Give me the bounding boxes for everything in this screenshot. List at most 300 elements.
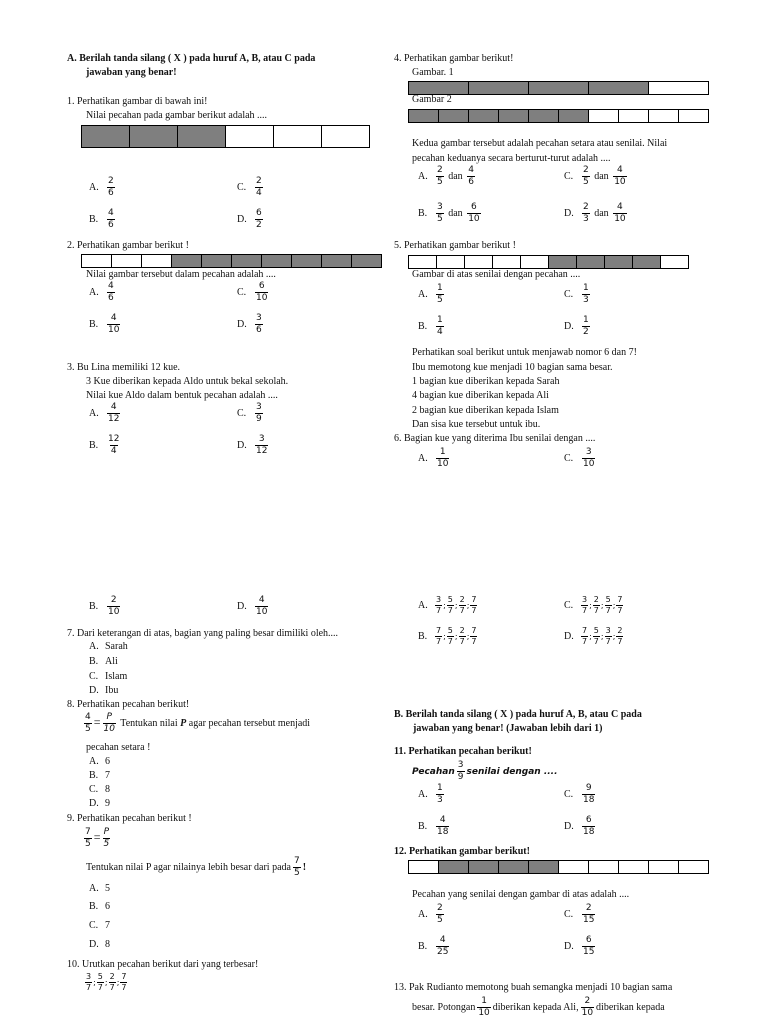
fraction (255, 595, 268, 618)
fraction-denominator: 6 (108, 188, 114, 198)
shaded-cell (439, 109, 469, 123)
fraction-numerator: 4 (110, 402, 117, 412)
fraction-numerator: 4 (258, 595, 265, 605)
fraction-denominator: 7 (436, 637, 442, 646)
fraction-numerator: 2 (437, 903, 443, 913)
shaded-cell (292, 254, 322, 268)
q4-text-1: Kedua gambar tersebut adalah pecahan setara atau senilai. Nilai (412, 138, 668, 149)
fraction (605, 626, 612, 647)
q5-text: Gambar di atas senilai dengan pecahan .... (412, 269, 581, 280)
empty-cell (274, 125, 322, 148)
q7-option-c[interactable]: C. Islam (89, 671, 128, 682)
empty-cell (465, 255, 493, 269)
shaded-cell (529, 860, 559, 874)
q11-option-b[interactable]: B. $\frac{4}{18}$ (418, 815, 449, 837)
fraction-numerator: 6 (471, 202, 477, 212)
empty-cell (322, 125, 370, 148)
separator: ; (600, 601, 604, 610)
fraction (436, 447, 449, 470)
fraction (436, 935, 449, 958)
fraction-numerator: 3 (256, 313, 262, 323)
separator: ; (454, 632, 458, 641)
q8-option-c[interactable]: C. 8 (89, 784, 110, 795)
fraction-denominator: 7 (121, 983, 127, 992)
fraction-denominator: 15 (583, 947, 595, 957)
q1-option-a[interactable]: A. $\frac{2}{6}$ (89, 176, 114, 198)
fraction (436, 165, 444, 188)
fraction-denominator: 10 (468, 214, 480, 224)
shaded-cell (589, 81, 649, 95)
fraction-denominator: 7 (593, 637, 599, 646)
q6-option-a[interactable]: A. $\frac{1}{10}$ (418, 447, 449, 469)
empty-cell (226, 125, 274, 148)
separator: ; (612, 632, 616, 641)
fraction-numerator: 4 (439, 815, 446, 825)
fraction-denominator: 9 (457, 772, 464, 782)
q8-equation-line: $\frac{4}{5}$ = $\frac{P}{10}$ Tentukan nilai P agar pecahan tersebut menjadi (85, 712, 311, 734)
fraction-numerator: 3 (437, 202, 443, 212)
intro-67-line4: 4 bagian kue diberikan kepada Ali (412, 390, 549, 401)
q4-option-d[interactable]: D. $\frac{2}{3}$ dan $\frac{4}{10}$ (564, 202, 626, 224)
q4-option-a[interactable]: A. $\frac{2}{5}$ dan $\frac{4}{6}$ (418, 165, 474, 187)
fraction-denominator: 10 (581, 1008, 594, 1018)
fraction-numerator: 2 (617, 626, 623, 635)
fraction-denominator: 5 (437, 915, 443, 925)
q8-fraction-left (84, 712, 92, 735)
fraction (605, 595, 612, 616)
fraction (582, 447, 595, 470)
fraction-numerator: 5 (593, 626, 599, 635)
fraction (120, 972, 127, 993)
fraction-numerator: 1 (437, 315, 443, 325)
fraction (467, 165, 475, 188)
shaded-cell (559, 109, 589, 123)
section-b-title-line1: B. Berilah tanda silang ( X ) pada huruf A, B, atau C pada (394, 709, 642, 720)
fraction (435, 595, 442, 616)
shaded-cell (549, 255, 577, 269)
q7-prompt: 7. Dari keterangan di atas, bagian yang paling besar dimiliki oleh.... (67, 628, 339, 639)
fraction-numerator: 3 (605, 626, 611, 635)
fraction-denominator: 7 (582, 606, 588, 615)
shaded-cell (322, 254, 352, 268)
fraction-denominator: 25 (437, 947, 449, 957)
q13-text: besar. Potongan $\frac{1}{10}$ diberikan kepada Ali, $\frac{2}{10}$ diberikan kepada (412, 996, 665, 1018)
fraction (470, 626, 477, 647)
fraction (582, 283, 590, 306)
fraction (436, 202, 444, 225)
fraction-denominator: 5 (437, 214, 443, 224)
fraction (436, 903, 444, 926)
q8-option-a[interactable]: A. 6 (89, 756, 110, 767)
q10-option-d[interactable]: D. $\frac{7}{7}$ ; $\frac{5}{7}$ ; $\frac{3}{7}$ ; $\frac{2}{7}$ (564, 626, 623, 646)
fraction-numerator: 2 (583, 202, 589, 212)
fraction-numerator: 3 (86, 972, 92, 981)
empty-cell (409, 860, 439, 874)
fraction-denominator: 7 (605, 606, 611, 615)
fraction (467, 202, 480, 225)
fraction-denominator: 7 (109, 983, 115, 992)
q5-option-d[interactable]: D. $\frac{1}{2}$ (564, 315, 589, 337)
fraction (582, 202, 590, 225)
fraction (613, 165, 626, 188)
q1-prompt: 1. Perhatikan gambar di bawah ini! (67, 96, 208, 107)
fraction-denominator: 10 (108, 607, 120, 617)
shaded-cell (262, 254, 292, 268)
fraction-numerator: P (106, 712, 112, 722)
shaded-cell (577, 255, 605, 269)
fraction-denominator: 5 (583, 177, 589, 187)
fraction-numerator: 12 (108, 434, 120, 444)
q1-text: Nilai pecahan pada gambar berikut adalah .... (86, 110, 268, 121)
q11-prompt: 11. Perhatikan pecahan berikut! (394, 746, 532, 757)
q2-prompt: 2. Perhatikan gambar berikut ! (67, 240, 189, 251)
section-a-heading (67, 52, 315, 80)
q4-option-b[interactable]: B. $\frac{3}{5}$ dan $\frac{6}{10}$ (418, 202, 480, 224)
separator: ; (104, 978, 108, 987)
fraction-denominator: 2 (256, 220, 262, 230)
q12-fraction-bar (408, 860, 709, 874)
fraction-denominator: 5 (437, 295, 443, 305)
q11-option-a[interactable]: A. $\frac{1}{3}$ (418, 783, 443, 805)
fraction-denominator: 12 (108, 414, 120, 424)
fraction-denominator: 15 (583, 915, 595, 925)
fraction (436, 815, 449, 838)
fraction (435, 626, 442, 647)
fraction-numerator: 4 (439, 935, 446, 945)
empty-cell (589, 860, 619, 874)
empty-cell (559, 860, 589, 874)
fraction-numerator: 2 (437, 165, 443, 175)
shaded-cell (529, 81, 589, 95)
fraction (582, 935, 595, 958)
fraction-denominator: 7 (97, 983, 103, 992)
fraction-denominator: 7 (459, 637, 465, 646)
q8-prompt: 8. Perhatikan pecahan berikut! (67, 699, 190, 710)
q10-prompt: 10. Urutkan pecahan berikut dari yang terbesar! (67, 959, 259, 970)
q9-option-d[interactable]: D. 8 (89, 939, 110, 950)
q1-option-d[interactable]: D. $\frac{6}{2}$ (237, 208, 262, 230)
q2-option-b[interactable]: B. $\frac{4}{10}$ (89, 313, 120, 335)
fraction-denominator: 9 (256, 414, 262, 424)
fraction-denominator: 5 (85, 839, 91, 849)
q7-option-d[interactable]: D. Ibu (89, 685, 119, 696)
shaded-cell (499, 109, 529, 123)
fraction-numerator: 1 (439, 447, 446, 457)
q12-prompt: 12. Perhatikan gambar berikut! (394, 846, 530, 857)
fraction (447, 595, 454, 616)
fraction-numerator: 4 (108, 208, 114, 218)
fraction-denominator: 5 (293, 868, 300, 878)
q2-option-c[interactable]: C. $\frac{6}{10}$ (237, 281, 268, 303)
shaded-cell (82, 125, 130, 148)
fraction (255, 402, 263, 425)
empty-cell (619, 109, 649, 123)
separator: ; (116, 978, 120, 987)
q4-gambar2-label: Gambar 2 (412, 94, 452, 105)
fraction-denominator: 6 (468, 177, 474, 187)
fraction (103, 827, 111, 850)
shaded-cell (605, 255, 633, 269)
q4-gambar1-label: Gambar. 1 (412, 67, 454, 78)
q7-option-b[interactable]: B. Ali (89, 656, 118, 667)
q1-option-c[interactable]: C. $\frac{2}{4}$ (237, 176, 262, 198)
q5-option-c[interactable]: C. $\frac{1}{3}$ (564, 283, 589, 305)
empty-cell (112, 254, 142, 268)
fraction-denominator: 10 (256, 607, 268, 617)
q10-option-b[interactable]: B. $\frac{7}{7}$ ; $\frac{5}{7}$ ; $\frac{2}{7}$ ; $\frac{7}{7}$ (418, 626, 477, 646)
empty-cell (521, 255, 549, 269)
fraction (107, 434, 120, 457)
fraction-denominator: 3 (437, 795, 443, 805)
q1-fraction-bar (81, 125, 370, 148)
fraction-numerator: 4 (617, 165, 623, 175)
fraction-numerator: 4 (108, 281, 114, 291)
q5-option-a[interactable]: A. $\frac{1}{5}$ (418, 283, 443, 305)
separator: ; (600, 632, 604, 641)
fraction-numerator: 1 (481, 996, 487, 1006)
q9-option-c[interactable]: C. 7 (89, 920, 110, 931)
fraction (616, 595, 623, 616)
separator: ; (443, 632, 446, 641)
q5-fraction-bar (408, 255, 689, 269)
fraction-numerator: 4 (468, 165, 474, 175)
shaded-cell (529, 109, 559, 123)
fraction-numerator: 3 (258, 434, 265, 444)
fraction-numerator: 5 (447, 595, 453, 604)
q8-option-b[interactable]: B. 7 (89, 770, 110, 781)
q3-option-b[interactable]: B. $\frac{12}{4}$ (89, 434, 120, 456)
empty-cell (661, 255, 689, 269)
shaded-cell (439, 860, 469, 874)
fraction (581, 595, 588, 616)
fraction-denominator: 18 (583, 827, 595, 837)
fraction-numerator: 1 (437, 783, 443, 793)
fraction (255, 281, 268, 304)
separator: ; (454, 601, 458, 610)
q6-option-d[interactable]: D. $\frac{4}{10}$ (237, 595, 268, 617)
q6-option-c[interactable]: C. $\frac{3}{10}$ (564, 447, 595, 469)
fraction (255, 176, 263, 199)
fraction-numerator: 4 (85, 712, 91, 722)
fraction-numerator: 7 (582, 626, 588, 635)
q9-option-a[interactable]: A. 5 (89, 883, 110, 894)
fraction (459, 626, 466, 647)
q5-prompt: 5. Perhatikan gambar berikut ! (394, 240, 516, 251)
q7-option-a[interactable]: A. Sarah (89, 641, 128, 652)
fraction (109, 972, 116, 993)
q3-prompt: 3. Bu Lina memiliki 12 kue. (67, 362, 181, 373)
fraction-denominator: 10 (256, 293, 268, 303)
fraction-denominator: 7 (447, 637, 453, 646)
fraction (107, 281, 115, 304)
fraction-numerator: 9 (585, 783, 592, 793)
q3-option-a[interactable]: A. $\frac{4}{12}$ (89, 402, 120, 424)
fraction-numerator: 7 (293, 856, 300, 866)
shaded-cell (130, 125, 178, 148)
fraction-denominator: 2 (583, 327, 589, 337)
q12-option-b[interactable]: B. $\frac{4}{25}$ (418, 935, 449, 957)
fraction (255, 313, 263, 336)
fraction-denominator: 7 (471, 637, 477, 646)
q10-sequence (84, 972, 128, 993)
q1-option-b[interactable]: B. $\frac{4}{6}$ (89, 208, 114, 230)
fraction-denominator: 4 (437, 327, 443, 337)
fraction (593, 595, 600, 616)
fraction (436, 315, 444, 338)
q12-option-d[interactable]: D. $\frac{6}{15}$ (564, 935, 595, 957)
fraction-denominator: 12 (256, 446, 268, 456)
fraction-denominator: 7 (582, 637, 588, 646)
q13-prompt: 13. Pak Rudianto memotong buah semangka menjadi 10 bagian sama (394, 982, 673, 993)
intro-67-line6: Dan sisa kue tersebut untuk ibu. (412, 419, 541, 430)
fraction-numerator: 2 (256, 176, 262, 186)
q8-fraction-right (103, 712, 116, 735)
shaded-cell (352, 254, 382, 268)
fraction (477, 996, 490, 1019)
q3-text-2: Nilai kue Aldo dalam bentuk pecahan adalah .... (86, 390, 278, 401)
shaded-cell (202, 254, 232, 268)
fraction-numerator: 2 (459, 595, 465, 604)
fraction-denominator: 7 (593, 606, 599, 615)
q4-prompt: 4. Perhatikan gambar berikut! (394, 53, 514, 64)
q12-option-c[interactable]: C. $\frac{2}{15}$ (564, 903, 595, 925)
shaded-cell (469, 860, 499, 874)
fraction-numerator: 7 (436, 626, 442, 635)
fraction-denominator: 5 (85, 724, 91, 734)
fraction-numerator: 2 (584, 996, 591, 1006)
q6-option-b[interactable]: B. $\frac{2}{10}$ (89, 595, 120, 617)
fraction (470, 595, 477, 616)
q2-text: Nilai gambar tersebut dalam pecahan adalah .... (86, 269, 276, 280)
section-a-title-line2: jawaban yang benar! (86, 67, 177, 78)
fraction-numerator: 3 (457, 760, 464, 770)
fraction-denominator: 4 (256, 188, 262, 198)
fraction-numerator: 2 (583, 165, 589, 175)
fraction-numerator: 3 (436, 595, 442, 604)
fraction-numerator: 2 (585, 903, 592, 913)
q10-option-c[interactable]: C. $\frac{3}{7}$ ; $\frac{2}{7}$ ; $\frac{5}{7}$ ; $\frac{7}{7}$ (564, 595, 623, 615)
fraction-denominator: 6 (108, 293, 114, 303)
fraction (582, 315, 590, 338)
fraction (436, 283, 444, 306)
fraction-numerator: 6 (258, 281, 265, 291)
fraction-numerator: 7 (85, 827, 91, 837)
fraction-denominator: 5 (437, 177, 443, 187)
fraction-denominator: 10 (478, 1008, 490, 1018)
separator: ; (443, 601, 446, 610)
fraction-numerator: 3 (585, 447, 592, 457)
q3-option-d[interactable]: D. $\frac{3}{12}$ (237, 434, 268, 456)
fraction-numerator: 6 (585, 815, 592, 825)
q4-fraction-bar-1 (408, 81, 709, 95)
empty-cell (619, 860, 649, 874)
fraction-numerator: 2 (459, 626, 465, 635)
empty-cell (649, 81, 709, 95)
q11-option-c[interactable]: C. $\frac{9}{18}$ (564, 783, 595, 805)
fraction-denominator: 4 (110, 446, 117, 456)
q3-option-c[interactable]: C. $\frac{3}{9}$ (237, 402, 262, 424)
q12-option-a[interactable]: A. $\frac{2}{5}$ (418, 903, 443, 925)
shaded-cell (409, 109, 439, 123)
q4-option-c[interactable]: C. $\frac{2}{5}$ dan $\frac{4}{10}$ (564, 165, 626, 187)
shaded-cell (469, 81, 529, 95)
fraction-numerator: 4 (110, 313, 117, 323)
fraction (447, 626, 454, 647)
fraction-denominator: 10 (437, 459, 449, 469)
q4-fraction-bar-2 (408, 109, 709, 123)
q11-option-d[interactable]: D. $\frac{6}{18}$ (564, 815, 595, 837)
fraction-denominator: 7 (86, 983, 92, 992)
fraction-denominator: 5 (103, 839, 110, 849)
fraction (255, 434, 268, 457)
fraction-numerator: 3 (582, 595, 588, 604)
fraction-numerator: 6 (256, 208, 262, 218)
fraction-denominator: 10 (583, 459, 595, 469)
fraction-numerator: 2 (108, 176, 114, 186)
fraction (593, 626, 600, 647)
q8-option-d[interactable]: D. 9 (89, 798, 110, 809)
q4-text-2: pecahan keduanya secara berturut-turut adalah .... (412, 153, 611, 164)
section-a-title-line1: A. Berilah tanda silang ( X ) pada huruf A, B, atau C pada (67, 53, 316, 64)
fraction-numerator: 5 (605, 595, 611, 604)
fraction-denominator: 10 (103, 724, 115, 734)
separator: ; (589, 601, 592, 610)
empty-cell (82, 254, 112, 268)
empty-cell (142, 254, 172, 268)
intro-67-line3: 1 bagian kue diberikan kepada Sarah (412, 376, 560, 387)
fraction-denominator: 7 (617, 606, 623, 615)
shaded-cell (633, 255, 661, 269)
fraction (457, 760, 465, 783)
separator: ; (466, 632, 470, 641)
q12-text: Pecahan yang senilai dengan gambar di atas adalah .... (412, 889, 630, 900)
fraction-numerator: 2 (110, 595, 117, 605)
q9-text: Tentukan nilai P agar nilainya lebih besar dari pada $\frac{7}{5}$ ! (86, 856, 307, 878)
q10-option-a[interactable]: A. $\frac{3}{7}$ ; $\frac{5}{7}$ ; $\frac{2}{7}$ ; $\frac{7}{7}$ (418, 595, 477, 615)
intro-67-line1: Perhatikan soal berikut untuk menjawab nomor 6 dan 7! (412, 347, 637, 358)
fraction-denominator: 10 (108, 325, 120, 335)
empty-cell (679, 109, 709, 123)
empty-cell (679, 860, 709, 874)
fraction (255, 208, 263, 231)
fraction-numerator: 1 (583, 315, 589, 325)
q5-option-b[interactable]: B. $\frac{1}{4}$ (418, 315, 443, 337)
shaded-cell (172, 254, 202, 268)
fraction-numerator: 7 (471, 626, 477, 635)
fraction (107, 313, 120, 336)
fraction-numerator: 5 (447, 626, 453, 635)
fraction-numerator: 7 (471, 595, 477, 604)
intro-67-line5: 2 bagian kue diberikan kepada Islam (412, 405, 559, 416)
empty-cell (649, 109, 679, 123)
fraction (97, 972, 104, 993)
empty-cell (589, 109, 619, 123)
section-b-heading (394, 708, 642, 736)
fraction (107, 208, 115, 231)
fraction-numerator: 1 (437, 283, 443, 293)
fraction-numerator: 7 (121, 972, 127, 981)
fraction-numerator: 5 (97, 972, 103, 981)
q2-option-a[interactable]: A. $\frac{4}{6}$ (89, 281, 114, 303)
fraction (107, 176, 115, 199)
separator: ; (612, 601, 616, 610)
q2-option-d[interactable]: D. $\frac{3}{6}$ (237, 313, 262, 335)
fraction (613, 202, 626, 225)
q3-text-1: 3 Kue diberikan kepada Aldo untuk bekal sekolah. (86, 376, 289, 387)
q9-option-b[interactable]: B. 6 (89, 901, 110, 912)
q2-fraction-bar (81, 254, 382, 268)
fraction-numerator: 6 (585, 935, 592, 945)
